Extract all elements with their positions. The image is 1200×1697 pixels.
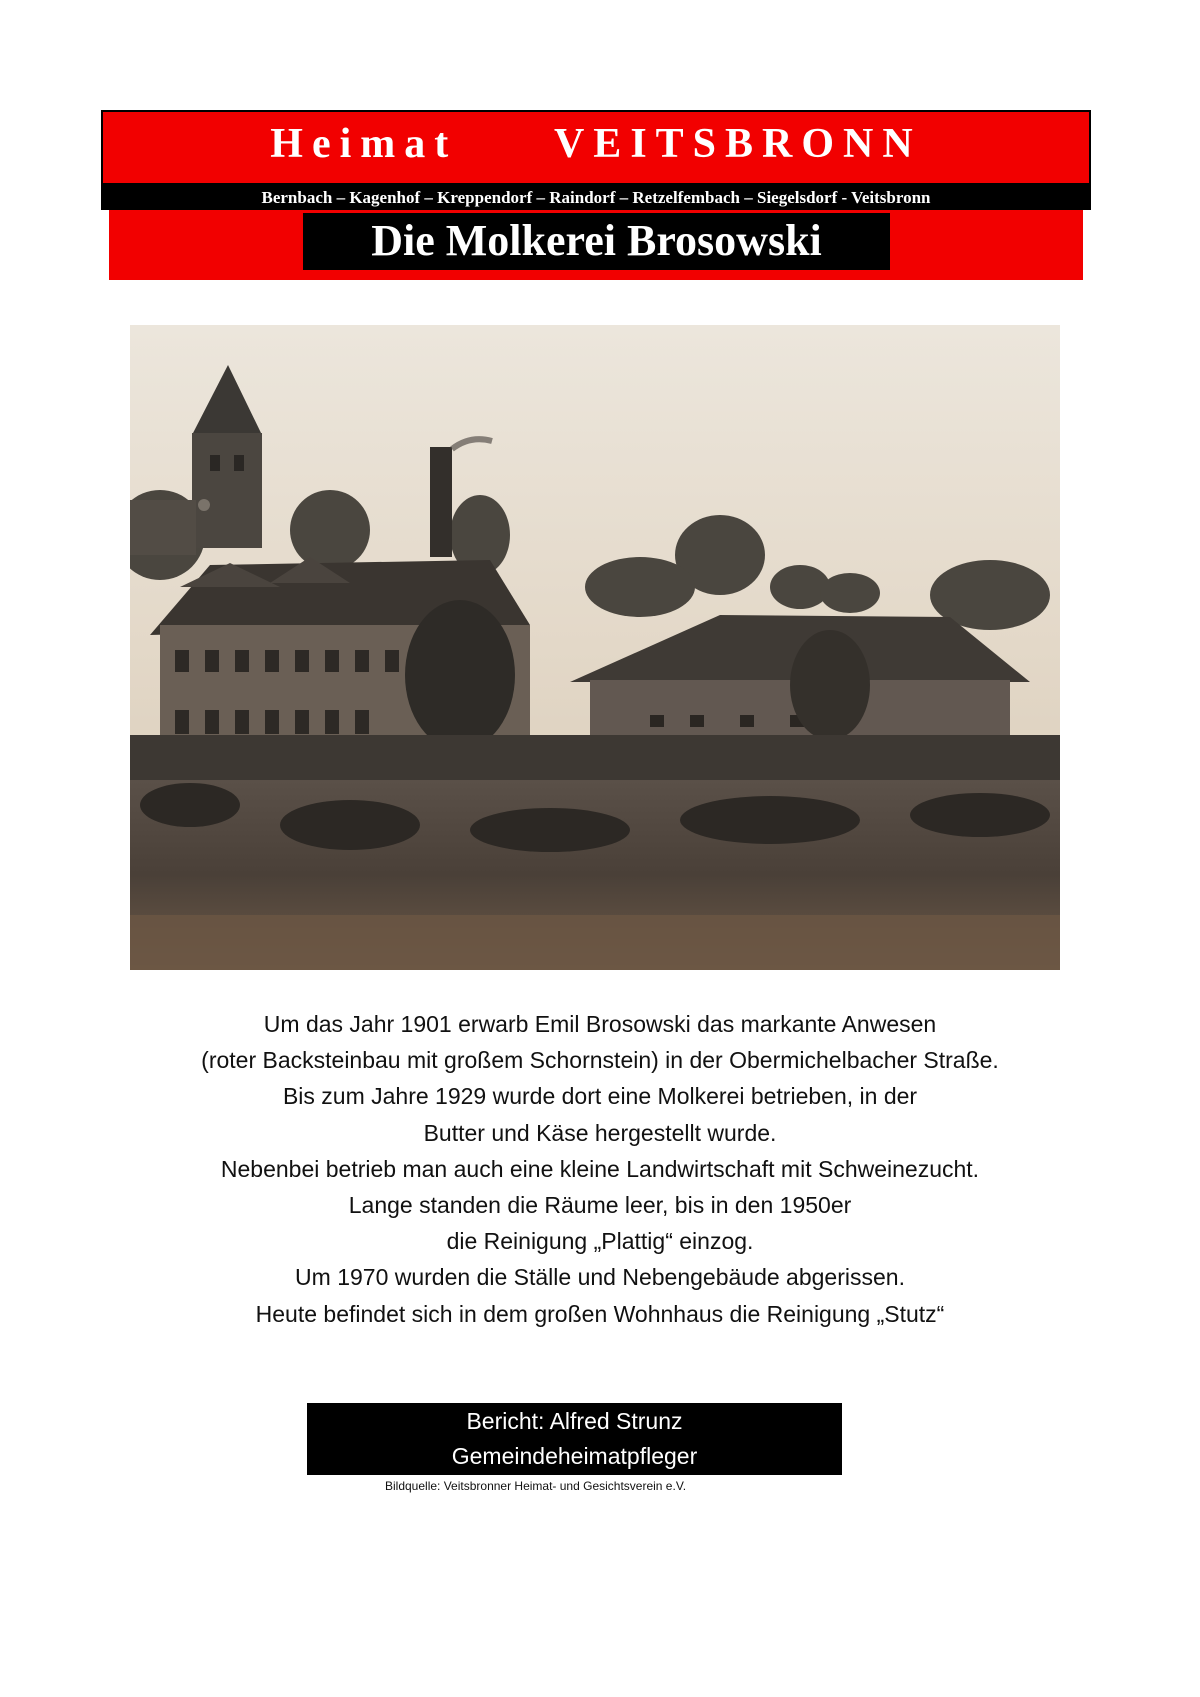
article-title: Die Molkerei Brosowski: [303, 213, 890, 270]
body-line: Nebenbei betrieb man auch eine kleine Landwirtschaft mit Schweinezucht.: [220, 1155, 980, 1182]
body-line: Um 1970 wurden die Ställe und Nebengebäude abgerissen.: [295, 1264, 905, 1291]
body-line: Heute befindet sich in dem großen Wohnhaus die Reinigung „Stutz“: [255, 1300, 945, 1327]
author-role: Gemeindeheimatpfleger: [451, 1443, 698, 1469]
body-line: (roter Backsteinbau mit großem Schornstein) in der Obermichelbacher Straße.: [201, 1047, 999, 1074]
body-line: Um das Jahr 1901 erwarb Emil Brosowski das markante Anwesen: [263, 1011, 937, 1037]
body-line: Butter und Käse hergestellt wurde.: [423, 1119, 777, 1146]
author-credit: [307, 1403, 842, 1475]
body-line: die Reinigung „Plattig“ einzog.: [446, 1228, 754, 1255]
image-source: Bildquelle: Veitsbronner Heimat- und Gesichtsverein e.V.: [385, 1479, 687, 1493]
article-body: [100, 1006, 1100, 1332]
author-name: Bericht: Alfred Strunz: [466, 1408, 683, 1434]
villages-list: Bernbach – Kagenhof – Kreppendorf – Raindorf – Retzelfembach – Siegelsdorf - Veitsbronn: [261, 188, 931, 207]
historic-photo: [130, 325, 1060, 970]
body-line: Bis zum Jahre 1929 wurde dort eine Molkerei betrieben, in der: [282, 1083, 918, 1110]
header-banner: [101, 110, 1091, 185]
header-title: Heimat VEITSBRONN: [270, 121, 922, 167]
villages-bar: [101, 185, 1091, 210]
body-line: Lange standen die Räume leer, bis in den 1950er: [348, 1192, 852, 1219]
